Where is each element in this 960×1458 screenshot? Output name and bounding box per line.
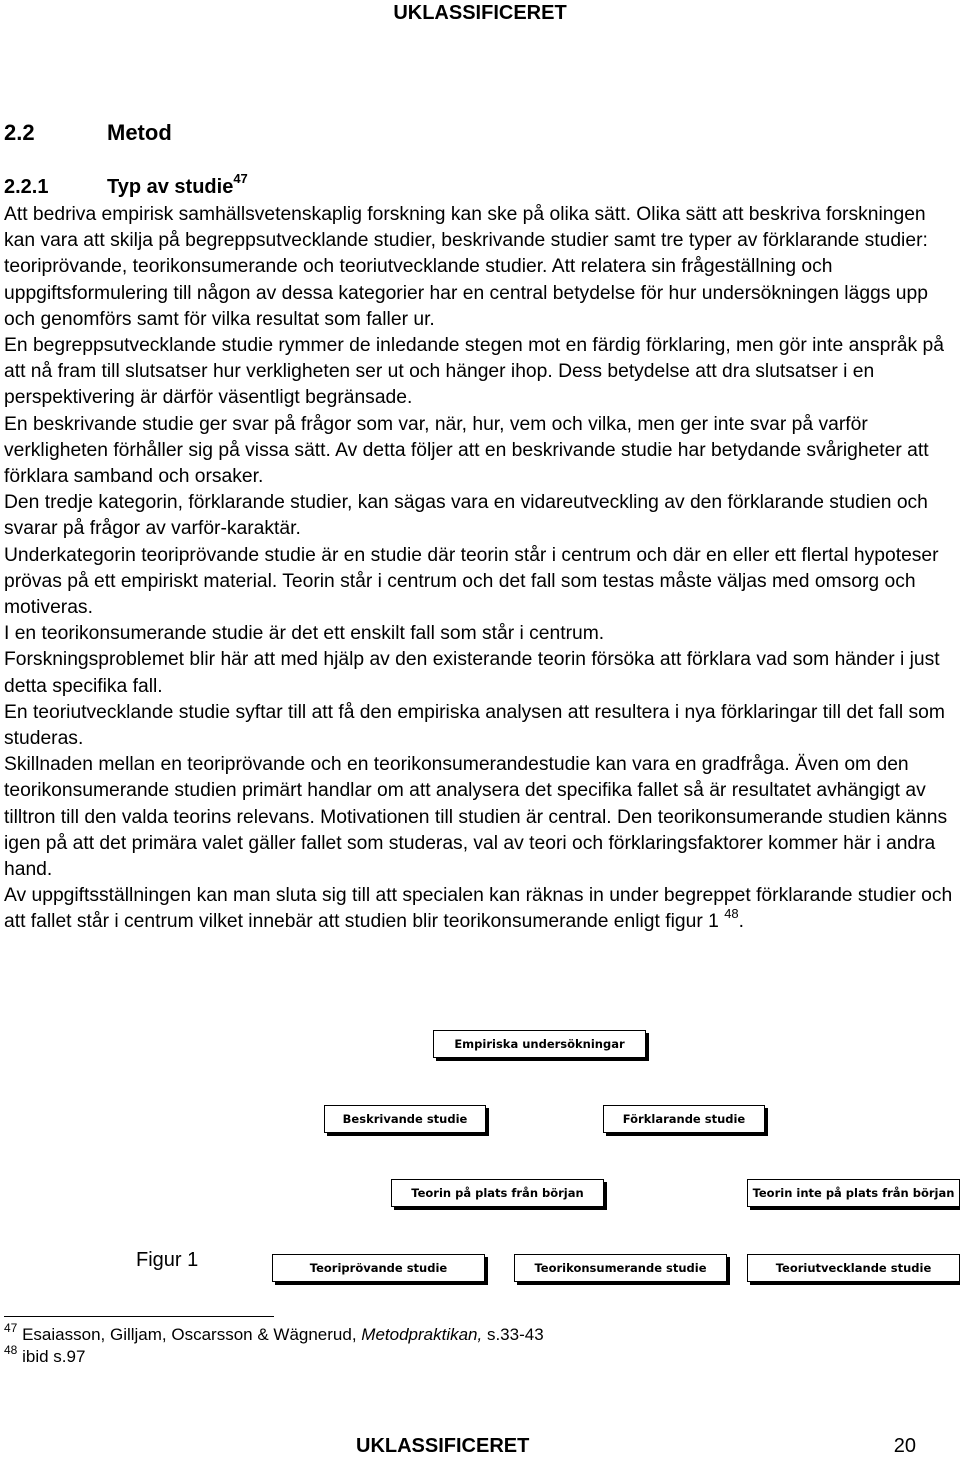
paragraph-last-end: . bbox=[738, 911, 745, 933]
footnote-47 bbox=[4, 1321, 544, 1346]
footnote-number: 47 bbox=[4, 1321, 18, 1336]
figure-label: Figur 1 bbox=[136, 1249, 199, 1271]
box-theory-testing-study: Teoriprövande studie bbox=[272, 1254, 485, 1282]
footnote-ref-48: 48 bbox=[724, 906, 739, 922]
footnote-number: 48 bbox=[4, 1343, 18, 1358]
footnote-text: Esaiasson, Gilljam, Oscarsson & Wägnerud, bbox=[22, 1325, 362, 1344]
box-theory-in-place: Teorin på plats från början bbox=[391, 1179, 604, 1207]
footnote-pages: s.33-43 bbox=[482, 1325, 544, 1344]
footnote-48 bbox=[4, 1343, 86, 1368]
subsection-number: 2.2.1 bbox=[4, 176, 49, 198]
section-title: Metod bbox=[107, 120, 172, 145]
paragraph: Den tredje kategorin, förklarande studier, kan sägas vara en vidareutveckling av den förklarande studien och svarar på frågor av varför-karaktär. bbox=[4, 492, 928, 540]
classification-header: UKLASSIFICERET bbox=[393, 2, 567, 24]
paragraph-last-text: Av uppgiftsställningen kan man sluta sig till att specialen kan räknas in under begreppet förklarande studier och att fallet står i centrum vilket innebär att studien blir teorikonsumerande enligt figur 1 bbox=[4, 885, 953, 933]
paragraph: En teoriutvecklande studie syftar till att få den empiriska analysen att resultera i nya förklaringar till det fall som studeras. bbox=[4, 701, 945, 750]
box-theory-not-in-place: Teorin inte på plats från början bbox=[747, 1179, 960, 1207]
box-descriptive-study: Beskrivande studie bbox=[324, 1105, 486, 1133]
paragraph: En begreppsutvecklande studie rymmer de inledande stegen mot en färdig förklaring, men gör inte anspråk på att nå fram till slutsatser hur verkligheten ser ut och hänger ihop. Dess betydelse att dra slutsatser i en perspektivering är därför väsentligt begränsade. bbox=[4, 335, 944, 409]
section-number: 2.2 bbox=[4, 120, 35, 145]
paragraph: Forskningsproblemet blir här att med hjälp av den existerande teorin försöka att förklara vad som händer i just detta specifika fall. bbox=[4, 649, 940, 697]
paragraph: Underkategorin teoriprövande studie är en studie där teorin står i centrum och där en eller ett flertal hypoteser prövas på ett empiriskt material. Teorin står i centrum och det fall som testas måste väljas med omsorg och motiveras. bbox=[4, 544, 939, 619]
page-number: 20 bbox=[893, 1435, 916, 1457]
paragraph-last bbox=[4, 883, 956, 935]
footnote-divider bbox=[4, 1316, 274, 1317]
classification-footer: UKLASSIFICERET bbox=[356, 1435, 530, 1457]
subsection-heading bbox=[4, 173, 248, 201]
footnote-ref-47: 47 bbox=[233, 171, 248, 187]
study-types-figure bbox=[0, 1020, 960, 1290]
box-theory-developing-study: Teoriutvecklande studie bbox=[747, 1254, 960, 1282]
footnote-book-title: Metodpraktikan, bbox=[361, 1325, 483, 1344]
paragraph: Att bedriva empirisk samhällsvetenskaplig forskning kan ske på olika sätt. Olika sätt att beskriva forskningen kan vara att skilja på begreppsutvecklande studier, beskrivande studier samt tre typer av förklarande studier: teoriprövande, teorikonsumerande och teoriutvecklande studier. Att relatera sin frågeställning och uppgiftsformulering till någon av dessa kategorier har en central betydelse för hur undersökningen läggs upp och genomförs samt för vilka resultat som faller ur. bbox=[4, 204, 928, 330]
footnote-text: ibid s.97 bbox=[22, 1347, 86, 1366]
paragraph: Skillnaden mellan en teoriprövande och en teorikonsumerandestudie kan vara en gradfråga. Även om den teorikonsumerande studien primärt handlar om att analysera det specifika fallet så är resultatet avhängigt av tilltron till den valda teorins relevans. Motivationen till studien är central. Den teorikonsumerande studien känns igen på att det primära valet gäller fallet som studeras, val av teori och förklaringsfaktorer kommer här i andra hand. bbox=[4, 754, 948, 881]
body-text bbox=[4, 202, 956, 936]
subsection-title: Typ av studie bbox=[107, 176, 234, 198]
paragraph: I en teorikonsumerande studie är det ett enskilt fall som står i centrum. bbox=[4, 623, 605, 645]
box-empirical-studies: Empiriska undersökningar bbox=[433, 1030, 646, 1058]
box-theory-consuming-study: Teorikonsumerande studie bbox=[514, 1254, 727, 1282]
box-explanatory-study: Förklarande studie bbox=[603, 1105, 765, 1133]
section-heading bbox=[4, 119, 172, 147]
paragraph: En beskrivande studie ger svar på frågor som var, när, hur, vem och vilka, men ger inte svar på varför verkligheten förhåller sig på vissa sätt. Av detta följer att en beskrivande studie har betydande svårigheter att förklara samband och orsaker. bbox=[4, 413, 929, 488]
